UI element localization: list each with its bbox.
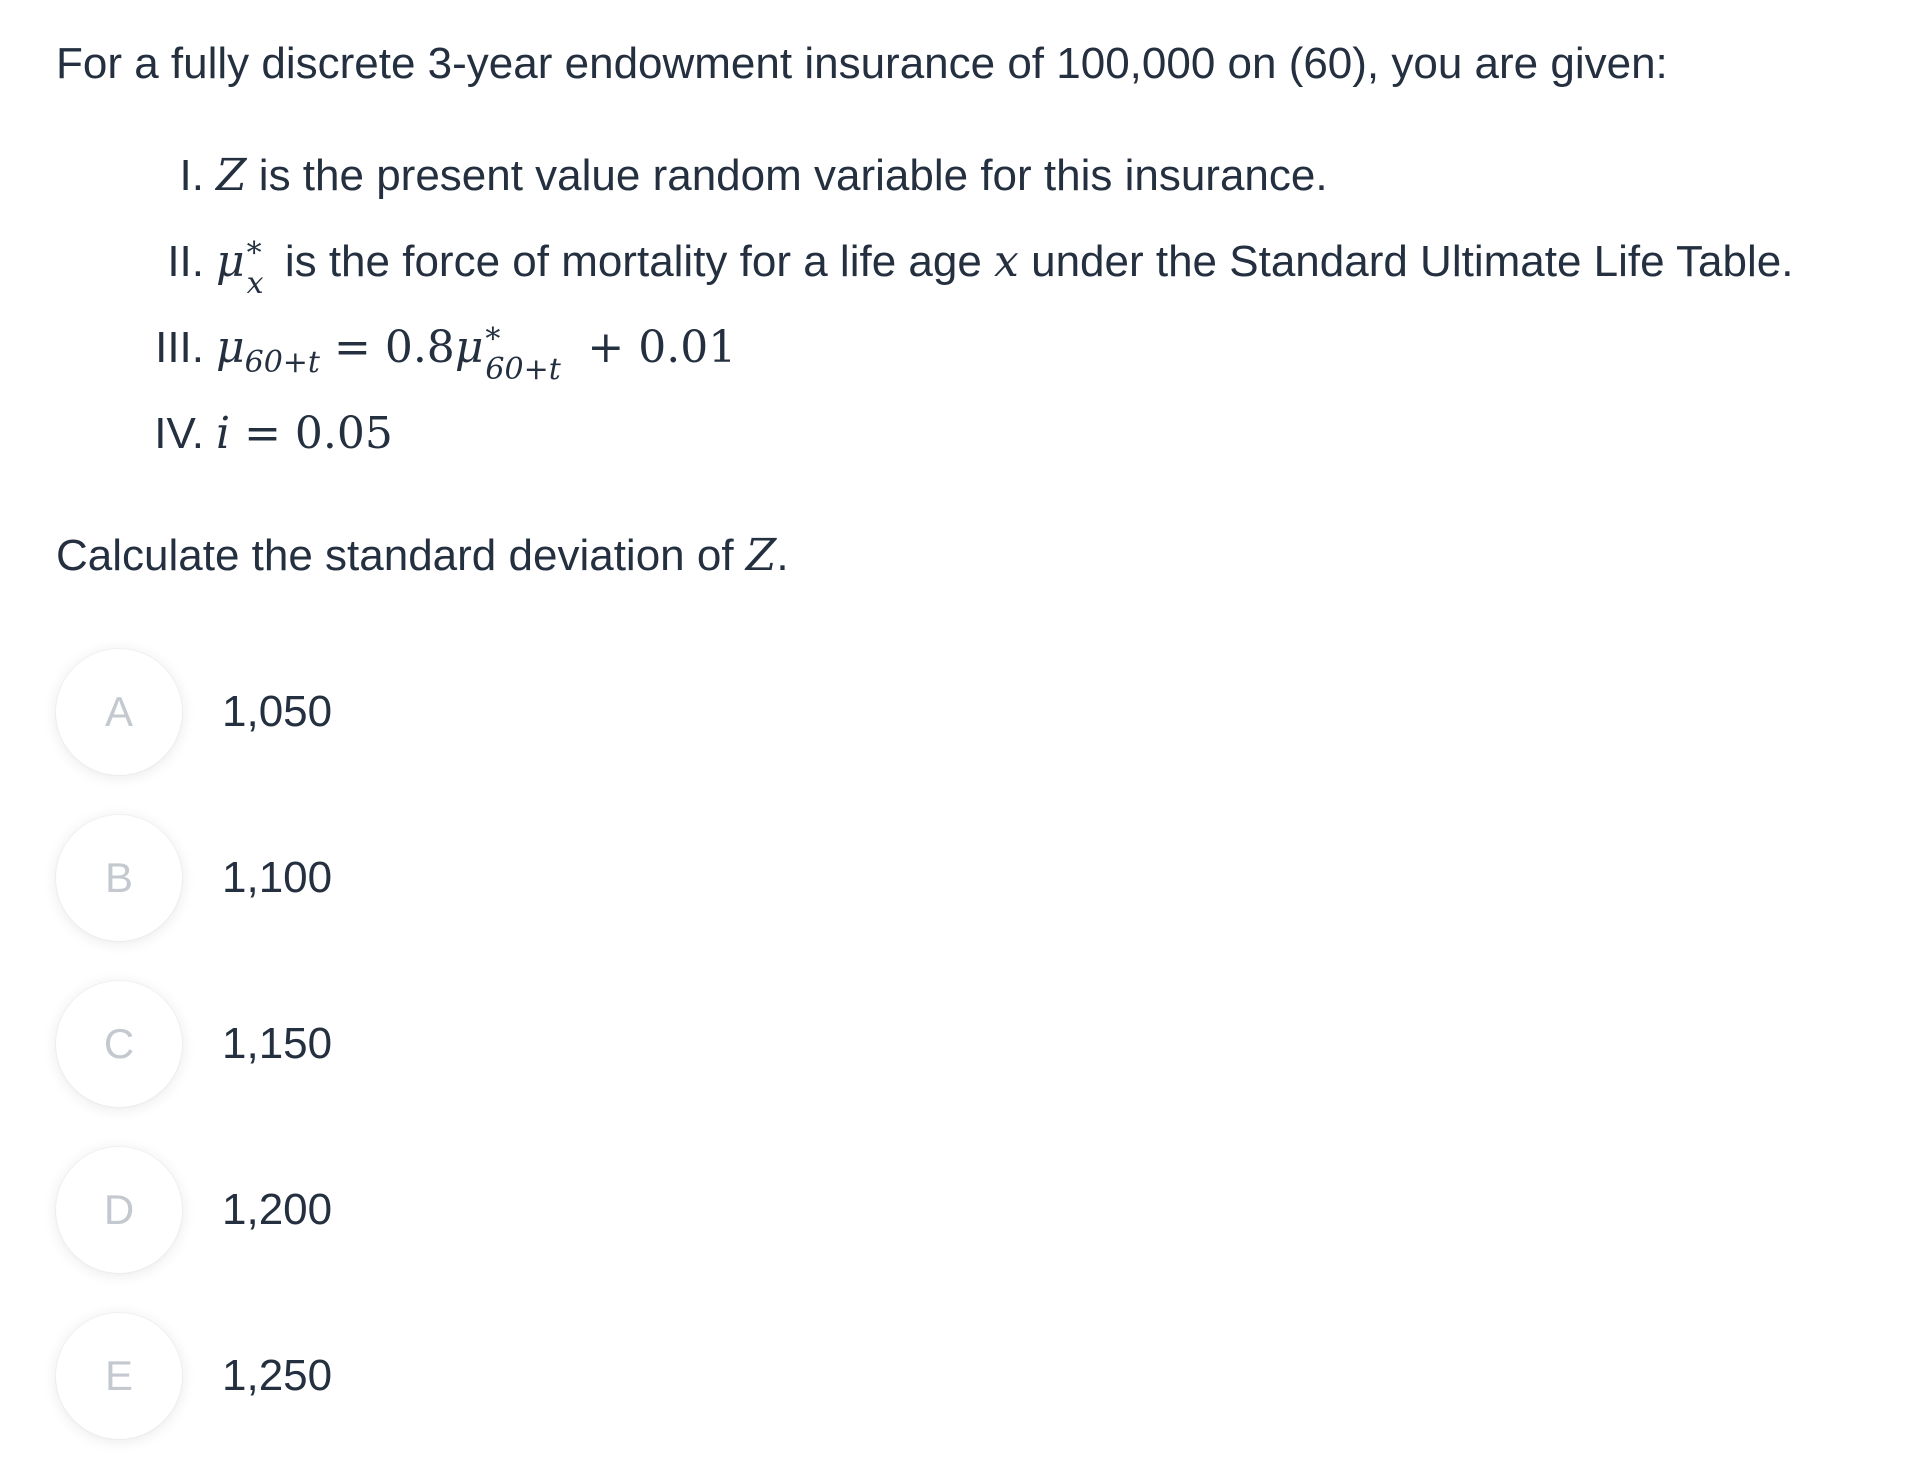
choice-letter-circle[interactable] [56,981,182,1107]
given-text-after: under the Standard Ultimate Life Table. [1018,237,1794,286]
question-intro: For a fully discrete 3-year endowment insurance of 100,000 on (60), you are given: [56,39,1668,88]
choice-letter-circle[interactable] [56,1313,182,1439]
math-sup: * [485,322,501,357]
choice-letter: E [104,1352,133,1399]
given-item-1 [56,146,1793,232]
choice-text: 1,250 [222,1351,333,1400]
given-text: is the present value random variable for this insurance. [246,151,1328,200]
choice-letter-circle[interactable] [56,815,182,941]
choice-c[interactable] [56,980,332,1108]
math-var-i: i [216,408,231,459]
given-text-before: is the force of mortality for a life age [272,237,995,286]
prompt-period: . [776,531,789,580]
choice-d[interactable] [56,1146,332,1274]
choice-text: 1,050 [222,687,333,736]
math-sub: x [246,266,264,301]
choice-letter-circle[interactable] [56,1147,182,1273]
math-supsub [483,318,573,387]
math-var-z: Z [216,150,247,201]
choice-text: 1,150 [222,1019,333,1068]
given-item-2 [56,232,1793,318]
choice-text: 1,100 [222,853,333,902]
math-coef: 0.8 [384,322,455,373]
given-numeral: IV. [154,409,204,458]
math-equals: = [230,408,295,459]
math-var-z: Z [745,530,777,581]
given-numeral: III. [155,323,204,372]
given-list [56,146,1793,490]
choice-letter: C [103,1020,135,1067]
given-numeral: I. [179,151,204,200]
math-sup: * [246,236,262,271]
math-value: 0.05 [294,408,393,459]
prompt-text: Calculate the standard deviation of [56,531,746,580]
math-supsub [245,232,273,301]
choice-letter: B [104,854,133,901]
choice-letter: D [103,1186,135,1233]
math-var-mu: μ [216,236,245,287]
choice-text: 1,200 [222,1185,333,1234]
given-numeral: II. [167,237,204,286]
math-tail: + 0.01 [573,322,737,373]
math-var-mu: μ [454,322,484,373]
choice-b[interactable] [56,814,332,942]
math-sub: 60+t [244,345,320,380]
choice-a[interactable] [56,648,332,776]
math-sub: 60+t [485,352,561,387]
math-var-x: x [994,236,1019,287]
given-item-3 [56,318,1793,404]
math-var-mu: μ [216,322,245,373]
choice-letter-circle[interactable] [56,649,182,775]
question-prompt [56,526,789,586]
choice-letter: A [104,688,133,735]
math-equals: = [319,322,385,373]
given-item-4 [56,404,1793,490]
answer-choices [56,648,332,1478]
choice-e[interactable] [56,1312,332,1440]
